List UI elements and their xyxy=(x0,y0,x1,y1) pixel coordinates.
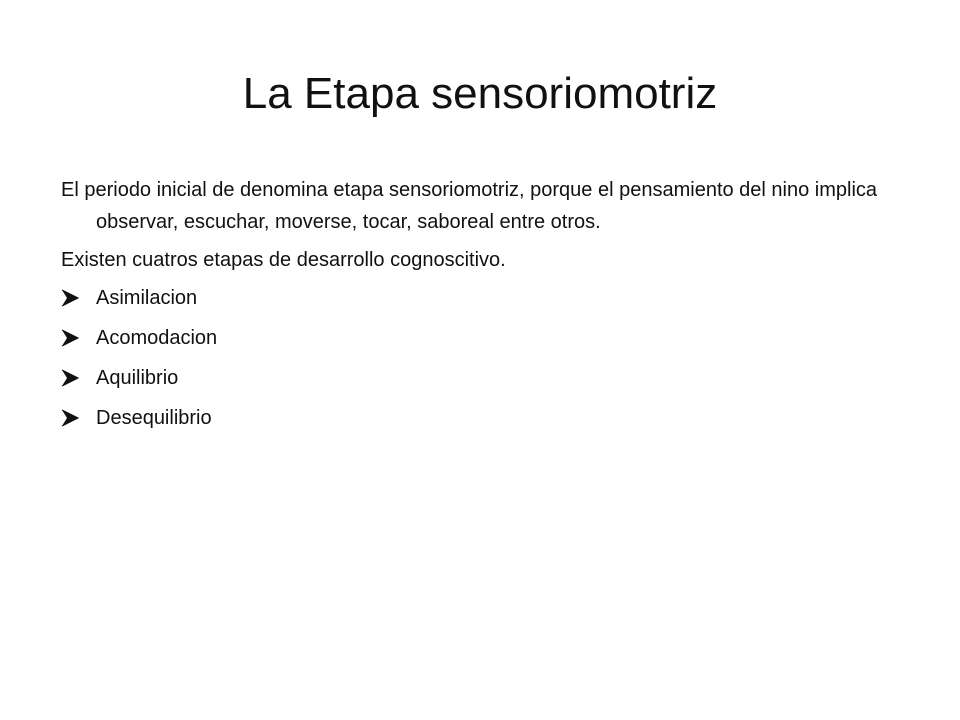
arrowhead-bullet-icon xyxy=(61,329,79,347)
list-item xyxy=(61,402,911,434)
slide-title: La Etapa sensoriomotriz xyxy=(242,69,718,118)
list-item-label: Desequilibrio xyxy=(96,407,212,429)
list-item-label: Acomodacion xyxy=(96,327,218,349)
stages-paragraph: Existen cuatros etapas de desarrollo cognoscitivo. xyxy=(61,249,506,271)
list-item xyxy=(61,282,911,314)
list-item xyxy=(61,322,911,354)
list-item-label: Aquilibrio xyxy=(96,367,179,389)
arrowhead-bullet-icon xyxy=(61,409,79,427)
slide-body xyxy=(61,174,911,442)
list-item xyxy=(61,362,911,394)
arrowhead-bullet-icon xyxy=(61,289,79,307)
stages-list xyxy=(61,282,911,434)
arrowhead-bullet-icon xyxy=(61,369,79,387)
list-item-label: Asimilacion xyxy=(96,287,198,309)
intro-paragraph: El periodo inicial de denomina etapa sensoriomotriz, porque el pensamiento del nino implica observar, escuchar, moverse, tocar, saboreal entre otros. xyxy=(61,179,878,233)
